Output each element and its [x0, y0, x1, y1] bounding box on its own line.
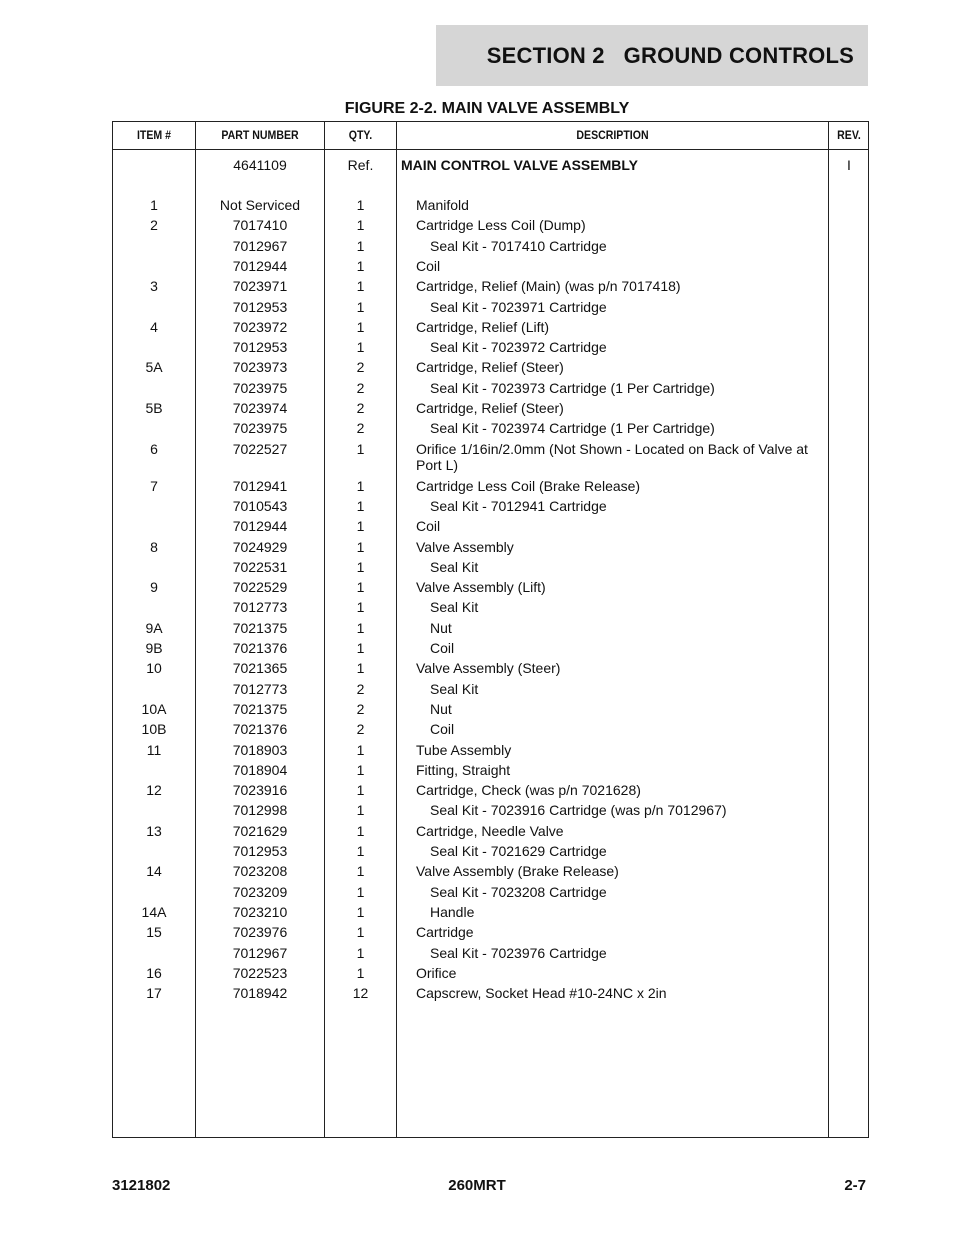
column-header-part-number: PART NUMBER: [221, 128, 299, 142]
description-cell: Valve Assembly (Brake Release): [416, 863, 619, 880]
item-number-cell: 1: [150, 197, 158, 213]
description-cell: Coil: [430, 721, 455, 738]
quantity-cell: 1: [356, 237, 365, 254]
item-number-cell: 16: [146, 964, 162, 981]
column-divider: [828, 122, 829, 1137]
quantity-cell: 2: [356, 420, 365, 437]
quantity-cell: 1: [356, 440, 365, 457]
item-number-cell: 5A: [145, 359, 163, 376]
quantity-cell: 1: [356, 257, 365, 274]
description-cell: Seal Kit - 7023974 Cartridge (1 Per Cartridge): [430, 420, 715, 437]
quantity-cell: 1: [356, 863, 365, 880]
description-cell: Cartridge, Relief (Steer): [416, 359, 564, 376]
description-cell: Coil: [430, 640, 455, 656]
description-cell: Seal Kit - 7023208 Cartridge: [430, 883, 607, 900]
part-number-cell: 7022527: [232, 440, 288, 457]
description-cell: Seal Kit - 7023972 Cartridge: [430, 339, 607, 356]
description-cell: Seal Kit: [430, 599, 479, 616]
item-number-cell: 9B: [145, 640, 163, 656]
quantity-cell: Ref.: [347, 157, 374, 173]
part-number-cell: 7023975: [232, 379, 288, 396]
quantity-cell: 2: [356, 721, 365, 738]
description-cell: Seal Kit - 7023971 Cartridge: [430, 298, 607, 315]
description-cell: Cartridge, Needle Valve: [416, 822, 564, 839]
item-number-cell: 14A: [141, 903, 167, 920]
column-header-description: DESCRIPTION: [576, 128, 649, 142]
footer-document-number: 3121802: [112, 1177, 171, 1194]
item-number-cell: 15: [146, 924, 162, 941]
part-number-cell: 7023976: [232, 924, 288, 941]
description-cell: Valve Assembly (Steer): [416, 660, 561, 677]
item-number-cell: 8: [150, 538, 158, 555]
quantity-cell: 1: [356, 477, 365, 494]
part-number-cell: 7023975: [232, 420, 288, 437]
quantity-cell: 1: [356, 640, 365, 656]
description-cell: Seal Kit - 7023976 Cartridge: [430, 944, 607, 961]
part-number-cell: 7022531: [232, 558, 288, 575]
part-number-cell: 7021365: [232, 660, 288, 677]
quantity-cell: 1: [356, 217, 365, 234]
part-number-cell: 7021375: [232, 619, 288, 636]
description-cell: Orifice: [416, 964, 457, 981]
item-number-cell: 17: [146, 985, 162, 1002]
description-cell: Nut: [430, 619, 452, 636]
part-number-cell: 7023210: [232, 903, 288, 920]
section-header-banner: [436, 25, 868, 86]
description-cell: Seal Kit - 7023916 Cartridge (was p/n 7012967): [430, 802, 727, 819]
quantity-cell: 1: [356, 619, 365, 636]
column-divider: [396, 122, 397, 1137]
revision-cell: I: [847, 157, 851, 173]
item-number-cell: 12: [146, 782, 162, 799]
item-number-cell: 5B: [145, 400, 163, 416]
column-header-qty: QTY.: [348, 128, 373, 142]
description-cell: Orifice 1/16in/2.0mm (Not Shown - Located on Back of Valve at Port L): [416, 440, 808, 473]
item-number-cell: 9A: [145, 619, 163, 636]
quantity-cell: 1: [356, 660, 365, 677]
quantity-cell: 1: [356, 944, 365, 961]
quantity-cell: 1: [356, 298, 365, 315]
quantity-cell: 2: [356, 700, 365, 717]
part-number-cell: 7022523: [232, 964, 288, 981]
part-number-cell: 7012941: [232, 477, 288, 494]
quantity-cell: 2: [356, 379, 365, 396]
description-cell: Manifold: [416, 197, 469, 213]
part-number-cell: 7012944: [232, 257, 288, 274]
quantity-cell: 1: [356, 318, 365, 335]
part-number-cell: 7017410: [232, 217, 288, 234]
column-header-rev: REV.: [837, 128, 861, 142]
part-number-cell: 7021629: [232, 822, 288, 839]
item-number-cell: 10: [146, 660, 162, 677]
item-number-cell: 6: [150, 440, 158, 457]
footer-page-number: 2-7: [844, 1177, 866, 1194]
description-cell: Seal Kit: [430, 680, 479, 697]
section-title: SECTION 2 GROUND CONTROLS: [486, 42, 854, 68]
item-number-cell: 10A: [141, 700, 167, 717]
description-cell: Valve Assembly (Lift): [416, 579, 546, 596]
part-number-cell: 7022529: [232, 579, 288, 596]
quantity-cell: 1: [356, 197, 365, 213]
quantity-cell: 1: [356, 278, 365, 295]
quantity-cell: 2: [356, 400, 365, 416]
description-cell: Cartridge, Relief (Steer): [416, 400, 564, 416]
part-number-cell: 7021375: [232, 700, 288, 717]
part-number-cell: 7023971: [232, 278, 288, 295]
description-cell: Cartridge Less Coil (Brake Release): [416, 477, 641, 494]
quantity-cell: 2: [356, 680, 365, 697]
quantity-cell: 1: [356, 761, 365, 778]
part-number-cell: 7018903: [232, 741, 288, 758]
part-number-cell: 7012773: [232, 599, 288, 616]
quantity-cell: 1: [356, 497, 365, 514]
description-cell: Seal Kit: [430, 558, 479, 575]
part-number-cell: 7023974: [232, 400, 288, 416]
description-cell: Seal Kit - 7021629 Cartridge: [430, 843, 607, 859]
part-number-cell: 7012944: [232, 518, 288, 535]
figure-title: FIGURE 2-2. MAIN VALVE ASSEMBLY: [344, 100, 630, 117]
part-number-cell: 7023208: [232, 863, 288, 880]
quantity-cell: 1: [356, 782, 365, 799]
quantity-cell: 1: [356, 741, 365, 758]
description-cell: Coil: [416, 257, 441, 274]
quantity-cell: 1: [356, 843, 365, 859]
item-number-cell: 11: [146, 741, 162, 758]
quantity-cell: 1: [356, 903, 365, 920]
part-number-cell: 7012953: [232, 339, 288, 356]
part-number-cell: 7023972: [232, 318, 288, 335]
column-header-item: ITEM #: [136, 128, 172, 142]
quantity-cell: 1: [356, 579, 365, 596]
part-number-cell: 4641109: [233, 157, 287, 173]
part-number-cell: 7021376: [232, 721, 288, 738]
quantity-cell: 1: [356, 802, 365, 819]
part-number-cell: 7012967: [232, 237, 288, 254]
quantity-cell: 1: [356, 339, 365, 356]
quantity-cell: 1: [356, 538, 365, 555]
item-number-cell: 13: [146, 822, 162, 839]
part-number-cell: 7023973: [232, 359, 288, 376]
part-number-cell: 7012953: [232, 298, 288, 315]
quantity-cell: 1: [356, 518, 365, 535]
item-number-cell: 4: [150, 318, 158, 335]
quantity-cell: 1: [356, 599, 365, 616]
description-cell: MAIN CONTROL VALVE ASSEMBLY: [401, 157, 638, 173]
item-number-cell: 3: [150, 278, 158, 295]
description-cell: Coil: [416, 518, 441, 535]
quantity-cell: 1: [356, 924, 365, 941]
part-number-cell: 7018942: [232, 985, 288, 1002]
quantity-cell: 1: [356, 883, 365, 900]
part-number-cell: 7012953: [232, 843, 288, 859]
header-divider: [113, 149, 868, 150]
description-cell: Cartridge Less Coil (Dump): [416, 217, 586, 234]
quantity-cell: 1: [356, 964, 365, 981]
description-cell: Tube Assembly: [416, 741, 512, 758]
item-number-cell: 14: [146, 863, 162, 880]
description-cell: Seal Kit - 7023973 Cartridge (1 Per Cartridge): [430, 379, 715, 396]
part-number-cell: 7012773: [232, 680, 288, 697]
part-number-cell: 7012998: [232, 802, 288, 819]
description-cell: Seal Kit - 7012941 Cartridge: [430, 497, 607, 514]
description-cell: Valve Assembly: [416, 538, 514, 555]
part-number-cell: 7023916: [232, 782, 288, 799]
part-number-cell: 7010543: [232, 497, 288, 514]
description-cell: Cartridge, Relief (Main) (was p/n 7017418): [416, 278, 681, 295]
footer-model: 260MRT: [448, 1177, 506, 1194]
quantity-cell: 12: [352, 985, 369, 1002]
description-cell: Seal Kit - 7017410 Cartridge: [430, 237, 607, 254]
item-number-cell: 10B: [141, 721, 167, 738]
part-number-cell: 7021376: [232, 640, 288, 656]
item-number-cell: 2: [150, 217, 158, 234]
item-number-cell: 7: [150, 477, 158, 494]
quantity-cell: 1: [356, 558, 365, 575]
part-number-cell: 7023209: [232, 883, 288, 900]
part-number-cell: Not Serviced: [219, 197, 301, 213]
description-cell: Cartridge, Check (was p/n 7021628): [416, 782, 641, 799]
description-cell: Handle: [430, 903, 475, 920]
description-cell: Nut: [430, 700, 452, 717]
part-number-cell: 7024929: [232, 538, 288, 555]
description-cell: Cartridge: [416, 924, 474, 941]
parts-list-table: [112, 121, 869, 1138]
part-number-cell: 7018904: [232, 761, 288, 778]
description-cell: Cartridge, Relief (Lift): [416, 318, 550, 335]
item-number-cell: 9: [150, 579, 158, 596]
part-number-cell: 7012967: [232, 944, 288, 961]
description-cell: Capscrew, Socket Head #10-24NC x 2in: [416, 985, 667, 1002]
quantity-cell: 2: [356, 359, 365, 376]
description-cell: Fitting, Straight: [416, 761, 511, 778]
quantity-cell: 1: [356, 822, 365, 839]
